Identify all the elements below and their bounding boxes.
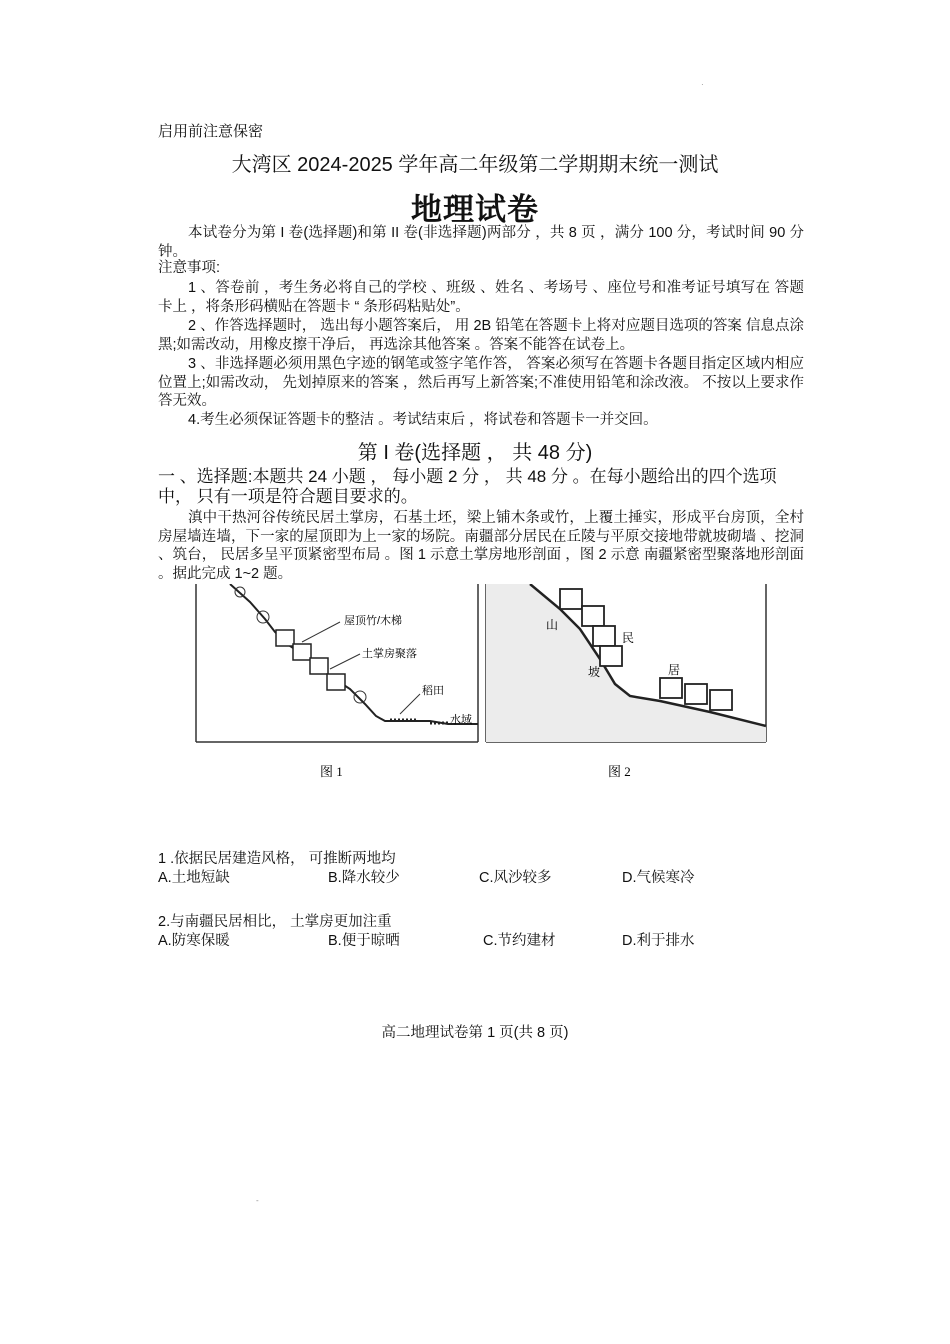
exam-title: 大湾区 2024-2025 学年高二年级第二学期期末统一测试 (231, 154, 719, 176)
question-2-option-b: B.便于晾晒 (328, 933, 400, 949)
dwelling-icon (600, 646, 622, 666)
dwelling-icon (560, 589, 582, 609)
figure-1-label-village: 土掌房聚落 (362, 648, 417, 660)
figure-1-label-water: 水域 (450, 714, 472, 726)
exam-intro: 本试卷分为第 I 卷(选择题)和第 II 卷(非选择题)两部分 ，共 8 页 ，满分 100 分，考试时间 90 分钟。 (158, 225, 804, 260)
house-icon (310, 658, 328, 674)
leader-line (302, 622, 340, 642)
note-item: 3 、非选择题必须用黑色字迹的钢笔或签字笔作答， 答案必须写在答题卡各题目指定区域内相应位置上;如需改动， 先划掉原来的答案 ，然后再写上新答案;不准使用铅笔和涂改液。 不按以上要求作答无效。 (158, 356, 804, 409)
note-item: 4.考生必须保证答题卡的整洁 。考试结束后 ，将试卷和答题卡一并交回。 (188, 412, 658, 428)
leader-line (400, 694, 420, 714)
subject-title: 地理试卷 (411, 192, 539, 227)
question-2-option-a: A.防寒保暖 (158, 933, 230, 949)
figure-1-caption: 图 1 (320, 764, 343, 779)
figure-2 (486, 584, 766, 779)
figure-2-label-shan: 山 (546, 618, 559, 632)
question-2-stem: 2.与南疆民居相比， 土掌房更加注重 (158, 914, 392, 930)
house-icon (276, 630, 294, 646)
figure-2-label-min: 民 (622, 631, 635, 645)
question-1-option-b: B.降水较少 (328, 870, 400, 886)
question-2-option-c: C.节约建材 (483, 933, 556, 949)
scan-mark: - (256, 1196, 259, 1205)
dwelling-icon (593, 626, 615, 646)
question-1-option-d: D.气候寒冷 (622, 870, 695, 886)
slope-fill (486, 584, 766, 742)
figure-2-caption: 图 2 (608, 764, 631, 779)
house-icon (293, 644, 311, 660)
note-item: 2 、作答选择题时， 选出每小题答案后， 用 2B 铅笔在答题卡上将对应题目选项的答案 信息点涂黑;如需改动，用橡皮擦干净后， 再选涂其他答案 。答案不能答在试卷上。 (158, 318, 804, 353)
hillside-profile (230, 584, 478, 724)
dwelling-icon (660, 678, 682, 698)
figure-2-label-ju: 居 (668, 663, 681, 677)
section-title: 第 I 卷(选择题 ， 共 48 分) (357, 442, 593, 464)
leader-line (330, 654, 360, 669)
question-2-option-d: D.利于排水 (622, 933, 695, 949)
part-intro: 一 、选择题:本题共 24 小题 ， 每小题 2 分 ， 共 48 分 。在每小题给出的四个选项 中， 只有一项是符合题目要求的。 (158, 467, 777, 506)
dwelling-icon (685, 684, 707, 704)
figure-1 (196, 584, 478, 779)
notes-heading: 注意事项: (158, 260, 221, 276)
question-1-option-a: A.土地短缺 (158, 870, 230, 886)
question-1-stem: 1 .依据民居建造风格， 可推断两地均 (158, 851, 396, 867)
tree-icon (354, 691, 366, 703)
note-item: 1 、答卷前 ，考生务必将自己的学校 、班级 、姓名 、考场号 、座位号和准考证号填写在 答题卡上 ，将条形码横贴在答题卡 “ 条形码粘贴处”。 (158, 280, 804, 315)
question-1-option-c: C.风沙较多 (479, 870, 552, 886)
reading-passage: 滇中干热河谷传统民居土掌房，石基土坯，梁上铺木条或竹，上覆土捶实，形成平台房顶，全村房屋墙连墙，下一家的屋顶即为上一家的场院。南疆部分居民在丘陵与平原交接地带就坡砌墙 、挖洞 、筑台， 民居多呈平顶紧密型布局 。图 1 示意土掌房地形剖面 ，图 2 示意 南疆紧密型聚落地形剖面 。据此完成 1~2 题。 (158, 510, 804, 582)
dwelling-icon (710, 690, 732, 710)
dwelling-icon (582, 606, 604, 626)
scan-mark: · (701, 80, 704, 89)
page-footer: 高二地理试卷第 1 页(共 8 页) (381, 1025, 569, 1041)
figure-2-label-po: 坡 (588, 665, 601, 679)
figure-1-label-roof: 屋顶竹/木梯 (344, 615, 403, 627)
figures-panel (190, 584, 770, 784)
figure-1-label-paddy: 稻田 (422, 685, 444, 697)
house-icon (327, 674, 345, 690)
confidential-label: 启用前注意保密 (158, 123, 264, 140)
